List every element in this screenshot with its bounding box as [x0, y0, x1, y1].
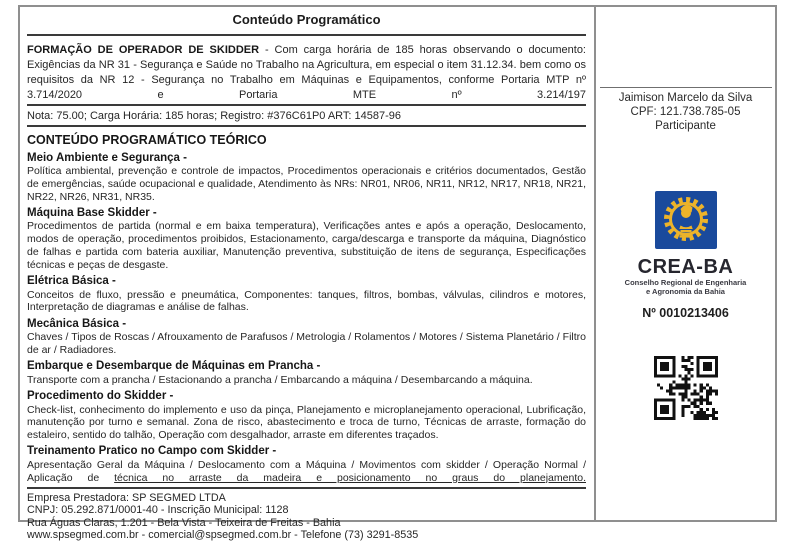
section-body: Chaves / Tipos de Roscas / Afrouxamento de Parafusos / Metrologia / Rolamentos / Motores / Sistema Planetário / Filtro de ar / Radiadores.	[27, 331, 586, 356]
section-body: Procedimentos de partida (normal e em baixa temperatura), Verificações antes e após a operação, Deslocamento, modos de operação, procedimentos proibidos, Estacionamento, carga/descarga e transporte da máquina, Diagnóstico de falhas e partida com bateria auxiliar, Manutenção preventiva, substituição de itens de segurança, Especificações técnicas e peças de desgaste.	[27, 220, 586, 271]
provider-footer	[27, 492, 586, 542]
section-body: Check-list, conhecimento do implemento e uso da pinça, Planejamento e microplanejamento operacional, Lubrificação, manutenção por turno e semanal. Zona de risco, abastecimento e troca de turno, Técnicas de arraste, formação do estaleiro, sentido do talhão, Operação com desgalhador, arraste em diferentes traçados.	[27, 403, 586, 442]
crea-block	[625, 191, 747, 320]
provider-address-line: Rua Águas Claras, 1.201 - Bela Vista - Teixeira de Freitas - Bahia	[27, 516, 341, 529]
page-title: Conteúdo Programático	[232, 12, 381, 27]
section-heading: Elétrica Básica -	[27, 275, 116, 288]
participant-role: Participante	[655, 120, 716, 132]
participant-name: Jaimison Marcelo da Silva	[618, 92, 753, 104]
course-description-regulations: Segurança no Trabalho em Máquinas e Equipamentos, conforme Portaria MTP nº 3.714/2020 e Portaria MTE nº 3.214/197	[27, 74, 586, 101]
provider-company-line: Empresa Prestadora: SP SEGMED LTDA	[27, 491, 226, 504]
section-procedimento-skidder	[27, 390, 586, 442]
crea-name: CREA-BA	[637, 256, 734, 278]
provider-contact-line: www.spsegmed.com.br - comercial@spsegmed.com.br - Telefone (73) 3291-8535	[27, 529, 419, 542]
footer-divider	[27, 487, 586, 489]
participant-cpf: CPF: 121.738.785-05	[630, 106, 741, 118]
section-body: Transporte com a prancha / Estacionando a prancha / Embarcando a máquina / Desembarcando a máquina.	[27, 373, 533, 386]
section-mecanica-basica	[27, 318, 586, 357]
participant-signature-block	[600, 87, 772, 133]
qr-code-icon	[654, 356, 718, 425]
section-heading: Mecânica Básica -	[27, 317, 127, 330]
section-body-underlined: técnica no arraste da madeira e posicionamento no graus do planejamento.	[114, 471, 586, 484]
section-body: Política ambiental, prevenção e controle de impactos, Procedimentos operacionais e critérios documentados, Gestão de emergências, saúde ocupacional e qualidade, Atendimento às NRs: NR01, NR06, NR11, NR12, NR17, NR18, NR21, NR22, NR26, NR31, NR35.	[27, 165, 586, 203]
crea-registration-number: Nº 0010213406	[642, 306, 729, 320]
course-description	[27, 43, 586, 106]
section-heading: Procedimento do Skidder -	[27, 390, 174, 403]
section-maquina-base	[27, 207, 586, 272]
section-meio-ambiente	[27, 152, 586, 204]
signature-line	[600, 87, 772, 88]
main-panel	[20, 7, 596, 542]
course-summary: Nota: 75.00; Carga Horária: 185 horas; Registro: #376C61P0 ART: 14587-96	[27, 109, 586, 127]
signature-sidebar	[596, 7, 775, 520]
crea-minerva-gear-icon	[655, 236, 717, 253]
section-eletrica-basica	[27, 275, 586, 314]
section-body-text: Apresentação Geral da Máquina / Deslocamento com a Máquina / Movimentos com skidder / Operação Normal / Aplicação de	[27, 458, 586, 484]
section-treinamento-pratico	[27, 445, 586, 484]
course-title: FORMAÇÃO DE OPERADOR DE SKIDDER	[27, 44, 260, 56]
crea-caption-line2: e Agronomia da Bahia	[646, 287, 725, 296]
section-heading: Meio Ambiente e Segurança -	[27, 151, 187, 164]
section-embarque-desembarque	[27, 360, 586, 386]
theory-section-title: CONTEÚDO PROGRAMÁTICO TEÓRICO	[27, 133, 267, 147]
title-divider	[27, 34, 586, 36]
crea-caption-line1: Conselho Regional de Engenharia	[624, 278, 747, 287]
section-body	[27, 459, 586, 485]
section-heading: Máquina Base Skidder -	[27, 206, 157, 219]
section-heading: Treinamento Pratico no Campo com Skidder -	[27, 445, 277, 458]
course-description-text: - Com carga horária de 185 horas observando o documento: Exigências da NR 31 - Segurança e Saúde no Trabalho na Agricultura, em especial o item 31.12.34. bem como os requisitos da NR 12 -	[27, 44, 586, 86]
section-heading: Embarque e Desembarque de Máquinas em Prancha -	[27, 360, 321, 373]
section-body: Conceitos de fluxo, pressão e pneumática, Componentes: tanques, filtros, bombas, válvulas, cilindros e motores, Interpretação de diagramas e análise de falhas.	[27, 288, 586, 314]
provider-cnpj-line: CNPJ: 05.292.871/0001-40 - Inscrição Municipal: 1128	[27, 504, 289, 517]
document-box	[18, 5, 777, 542]
